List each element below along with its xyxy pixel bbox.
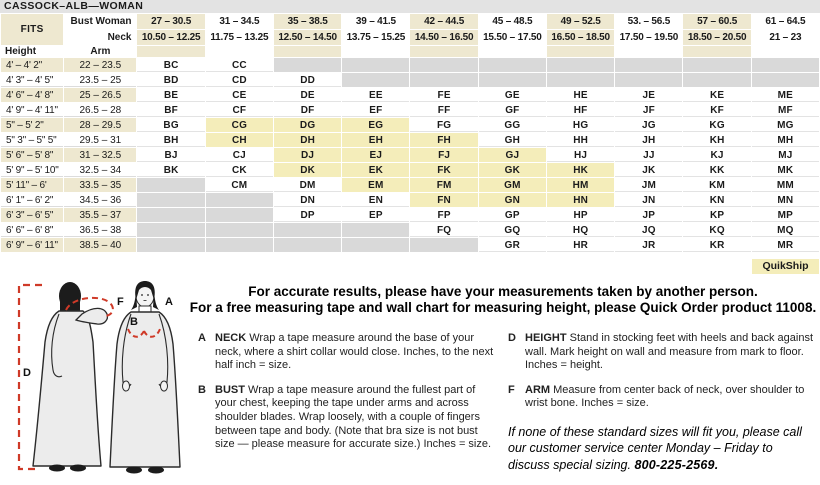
size-cell-unavailable	[137, 208, 204, 222]
size-cell-unavailable	[479, 58, 546, 72]
neck-range-col-8: 17.50 – 19.50	[615, 30, 682, 45]
size-cell-JM: JM	[615, 178, 682, 192]
height-range-cell: 5' 11" – 6'	[1, 178, 63, 192]
intro-note	[188, 284, 818, 316]
size-cell-MJ: MJ	[752, 148, 819, 162]
size-cell-unavailable	[137, 238, 204, 252]
size-row	[1, 178, 819, 192]
bust-range-col-9: 57 – 60.5	[683, 14, 750, 29]
size-cell-unavailable	[342, 58, 409, 72]
size-cell-unavailable	[683, 73, 750, 87]
size-cell-HQ: HQ	[547, 223, 614, 237]
bust-range-col-7: 49 – 52.5	[547, 14, 614, 29]
size-cell-CK: CK	[206, 163, 273, 177]
measure-instructions-left-column	[198, 332, 498, 463]
size-cell-unavailable	[342, 238, 409, 252]
size-cell-FK: FK	[410, 163, 477, 177]
arm-range-cell: 25 – 26.5	[64, 88, 136, 102]
size-cell-JK: JK	[615, 163, 682, 177]
size-cell-unavailable	[547, 58, 614, 72]
size-cell-DG: DG	[274, 118, 341, 132]
size-cell-EN: EN	[342, 193, 409, 207]
bust-range-col-4: 39 – 41.5	[342, 14, 409, 29]
size-cell-EP: EP	[342, 208, 409, 222]
size-cell-HF: HF	[547, 103, 614, 117]
figure-label-b: B	[130, 316, 138, 328]
size-cell-unavailable	[615, 58, 682, 72]
size-cell-unavailable	[206, 238, 273, 252]
size-cell-KQ: KQ	[683, 223, 750, 237]
arm-range-cell: 35.5 – 37	[64, 208, 136, 222]
size-cell-JQ: JQ	[615, 223, 682, 237]
size-cell-FN: FN	[410, 193, 477, 207]
size-cell-DP: DP	[274, 208, 341, 222]
height-range-cell: 6' 1" – 6' 2"	[1, 193, 63, 207]
size-cell-HG: HG	[547, 118, 614, 132]
header-row-bust	[1, 14, 819, 29]
size-cell-GE: GE	[479, 88, 546, 102]
size-cell-EG: EG	[342, 118, 409, 132]
bust-range-col-2: 31 – 34.5	[206, 14, 273, 29]
size-row	[1, 238, 819, 252]
size-cell-MR: MR	[752, 238, 819, 252]
size-row	[1, 118, 819, 132]
size-cell-EH: EH	[342, 133, 409, 147]
size-cell-FG: FG	[410, 118, 477, 132]
size-row	[1, 103, 819, 117]
size-cell-KG: KG	[683, 118, 750, 132]
size-cell-GQ: GQ	[479, 223, 546, 237]
size-cell-unavailable	[547, 73, 614, 87]
header-spacer-cell	[342, 46, 409, 57]
size-cell-CD: CD	[206, 73, 273, 87]
header-spacer-cell	[683, 46, 750, 57]
neck-range-col-6: 15.50 – 17.50	[479, 30, 546, 45]
figure-label-f: F	[117, 296, 124, 308]
height-range-cell: 5" 3" – 5" 5"	[1, 133, 63, 147]
arm-range-cell: 28 – 29.5	[64, 118, 136, 132]
neck-range-col-3: 12.50 – 14.50	[274, 30, 341, 45]
size-cell-HN: HN	[547, 193, 614, 207]
arm-range-cell: 29.5 – 31	[64, 133, 136, 147]
height-label: Height	[1, 46, 63, 57]
size-cell-BC: BC	[137, 58, 204, 72]
measure-text-bust: BUST Wrap a tape measure around the fullest part of your chest, keeping the tape under arms and across shoulder blades. Wrap loosely, with a couple of fingers between tape and body. (Note that bra size is not bust size — please measure for accurate size.) Inches = size.	[215, 383, 492, 451]
size-cell-CF: CF	[206, 103, 273, 117]
size-chart-table	[0, 13, 820, 253]
size-cell-HR: HR	[547, 238, 614, 252]
size-cell-DE: DE	[274, 88, 341, 102]
size-cell-HK: HK	[547, 163, 614, 177]
size-cell-MK: MK	[752, 163, 819, 177]
size-cell-JN: JN	[615, 193, 682, 207]
size-row	[1, 193, 819, 207]
size-cell-JH: JH	[615, 133, 682, 147]
size-row	[1, 88, 819, 102]
header-spacer-cell	[752, 46, 819, 57]
size-cell-KP: KP	[683, 208, 750, 222]
size-cell-HE: HE	[547, 88, 614, 102]
size-cell-DM: DM	[274, 178, 341, 192]
size-row	[1, 133, 819, 147]
height-range-cell: 6' 6" – 6' 8"	[1, 223, 63, 237]
size-cell-MM: MM	[752, 178, 819, 192]
size-cell-MG: MG	[752, 118, 819, 132]
intro-line-1: For accurate results, please have your measurements taken by another person.	[248, 284, 758, 299]
arm-range-cell: 33.5 – 35	[64, 178, 136, 192]
header-spacer-cell	[206, 46, 273, 57]
size-cell-MQ: MQ	[752, 223, 819, 237]
size-row	[1, 163, 819, 177]
measurement-item-bust	[198, 384, 498, 452]
arm-range-cell: 22 – 23.5	[64, 58, 136, 72]
size-cell-unavailable	[752, 58, 819, 72]
special-sizing-text: If none of these standard sizes will fit you, please call our customer service center Monday – Friday to discuss special sizing.	[508, 424, 802, 472]
size-cell-unavailable	[137, 223, 204, 237]
phone-number: 800-225-2569.	[634, 457, 719, 472]
size-cell-EK: EK	[342, 163, 409, 177]
size-cell-EJ: EJ	[342, 148, 409, 162]
size-cell-GK: GK	[479, 163, 546, 177]
size-cell-unavailable	[274, 223, 341, 237]
size-cell-FJ: FJ	[410, 148, 477, 162]
size-cell-JP: JP	[615, 208, 682, 222]
neck-label: Neck	[64, 30, 136, 45]
size-cell-unavailable	[410, 238, 477, 252]
height-range-cell: 5" – 5' 2"	[1, 118, 63, 132]
measure-letter-d: D	[508, 332, 516, 344]
size-cell-DN: DN	[274, 193, 341, 207]
measurement-item-arm	[508, 384, 814, 411]
size-cell-FQ: FQ	[410, 223, 477, 237]
size-cell-GP: GP	[479, 208, 546, 222]
size-cell-GJ: GJ	[479, 148, 546, 162]
height-range-cell: 6' 3" – 6' 5"	[1, 208, 63, 222]
size-cell-BG: BG	[137, 118, 204, 132]
size-cell-JG: JG	[615, 118, 682, 132]
size-cell-MP: MP	[752, 208, 819, 222]
size-row	[1, 73, 819, 87]
measure-text-neck: NECK Wrap a tape measure around the base of your neck, where a shirt collar would close. Inches, to the next half inch = size.	[215, 332, 494, 372]
front-view-figure	[110, 281, 180, 474]
neck-range-col-7: 16.50 – 18.50	[547, 30, 614, 45]
size-cell-unavailable	[342, 223, 409, 237]
size-cell-FM: FM	[410, 178, 477, 192]
size-cell-CC: CC	[206, 58, 273, 72]
size-cell-EM: EM	[342, 178, 409, 192]
size-cell-unavailable	[274, 58, 341, 72]
size-cell-DK: DK	[274, 163, 341, 177]
measurement-item-neck	[198, 332, 498, 373]
size-cell-JE: JE	[615, 88, 682, 102]
size-cell-unavailable	[206, 223, 273, 237]
size-cell-unavailable	[206, 193, 273, 207]
size-cell-FF: FF	[410, 103, 477, 117]
size-cell-unavailable	[410, 58, 477, 72]
size-cell-KH: KH	[683, 133, 750, 147]
size-cell-unavailable	[342, 73, 409, 87]
special-sizing-note	[508, 424, 814, 474]
size-row	[1, 148, 819, 162]
height-range-cell: 6' 9" – 6' 11"	[1, 238, 63, 252]
size-cell-BK: BK	[137, 163, 204, 177]
arm-range-cell: 31 – 32.5	[64, 148, 136, 162]
neck-range-col-4: 13.75 – 15.25	[342, 30, 409, 45]
quikship-badge: QuikShip	[752, 259, 819, 274]
size-cell-KJ: KJ	[683, 148, 750, 162]
neck-range-col-2: 11.75 – 13.25	[206, 30, 273, 45]
figures-svg	[2, 280, 194, 480]
arm-label: Arm	[64, 46, 136, 57]
height-range-cell: 4' – 4' 2"	[1, 58, 63, 72]
size-cell-ME: ME	[752, 88, 819, 102]
arm-range-cell: 38.5 – 40	[64, 238, 136, 252]
size-cell-CE: CE	[206, 88, 273, 102]
size-cell-unavailable	[137, 193, 204, 207]
size-cell-unavailable	[137, 178, 204, 192]
figure-label-a: A	[165, 296, 173, 308]
size-cell-HP: HP	[547, 208, 614, 222]
size-cell-BD: BD	[137, 73, 204, 87]
size-cell-CG: CG	[206, 118, 273, 132]
height-range-cell: 4' 3" – 4' 5"	[1, 73, 63, 87]
size-cell-DF: DF	[274, 103, 341, 117]
neck-range-col-1: 10.50 – 12.25	[137, 30, 204, 45]
size-cell-KN: KN	[683, 193, 750, 207]
size-row	[1, 208, 819, 222]
measure-text-height: HEIGHT Stand in stocking feet with heels and back against wall. Mark height on wall and measure from mark to floor. Inches = height.	[525, 332, 813, 372]
bust-range-col-8: 53. – 56.5	[615, 14, 682, 29]
size-cell-FP: FP	[410, 208, 477, 222]
bust-range-col-5: 42 – 44.5	[410, 14, 477, 29]
header-row-neck	[1, 30, 819, 45]
chart-title: CASSOCK–ALB—WOMAN	[0, 0, 820, 13]
size-cell-GH: GH	[479, 133, 546, 147]
size-cell-BE: BE	[137, 88, 204, 102]
header-spacer-cell	[274, 46, 341, 57]
size-cell-DJ: DJ	[274, 148, 341, 162]
size-cell-GM: GM	[479, 178, 546, 192]
size-cell-JJ: JJ	[615, 148, 682, 162]
header-spacer-cell	[615, 46, 682, 57]
height-range-cell: 5' 9" – 5' 10"	[1, 163, 63, 177]
measurement-item-height	[508, 332, 814, 373]
header-row-height-arm	[1, 46, 819, 57]
size-cell-CH: CH	[206, 133, 273, 147]
height-range-cell: 4' 6" – 4' 8"	[1, 88, 63, 102]
size-cell-GR: GR	[479, 238, 546, 252]
header-spacer-cell	[479, 46, 546, 57]
measure-text-arm: ARM Measure from center back of neck, over shoulder to wrist bone. Inches = size.	[525, 383, 805, 410]
size-cell-unavailable	[615, 73, 682, 87]
size-cell-KK: KK	[683, 163, 750, 177]
size-row	[1, 58, 819, 72]
bust-range-col-3: 35 – 38.5	[274, 14, 341, 29]
size-cell-GF: GF	[479, 103, 546, 117]
height-range-cell: 4' 9" – 4' 11"	[1, 103, 63, 117]
bust-range-col-6: 45 – 48.5	[479, 14, 546, 29]
arm-range-cell: 26.5 – 28	[64, 103, 136, 117]
size-cell-BJ: BJ	[137, 148, 204, 162]
intro-line-2: For a free measuring tape and wall chart for measuring height, please Quick Order product 11008.	[189, 300, 817, 315]
size-cell-BF: BF	[137, 103, 204, 117]
size-cell-EE: EE	[342, 88, 409, 102]
size-cell-CJ: CJ	[206, 148, 273, 162]
size-cell-MN: MN	[752, 193, 819, 207]
size-cell-KE: KE	[683, 88, 750, 102]
measure-letter-f: F	[508, 383, 515, 396]
back-view-figure	[33, 282, 113, 472]
size-cell-CM: CM	[206, 178, 273, 192]
measure-instructions-right-column	[508, 332, 814, 473]
size-cell-HJ: HJ	[547, 148, 614, 162]
size-cell-FE: FE	[410, 88, 477, 102]
size-cell-JF: JF	[615, 103, 682, 117]
bust-range-col-10: 61 – 64.5	[752, 14, 819, 29]
height-range-cell: 5' 6" – 5' 8"	[1, 148, 63, 162]
neck-range-col-10: 21 – 23	[752, 30, 819, 45]
neck-range-col-9: 18.50 – 20.50	[683, 30, 750, 45]
header-spacer-cell	[547, 46, 614, 57]
neck-range-col-5: 14.50 – 16.50	[410, 30, 477, 45]
size-cell-HH: HH	[547, 133, 614, 147]
size-cell-EF: EF	[342, 103, 409, 117]
arm-range-cell: 23.5 – 25	[64, 73, 136, 87]
size-cell-unavailable	[683, 58, 750, 72]
size-cell-HM: HM	[547, 178, 614, 192]
size-cell-KF: KF	[683, 103, 750, 117]
arm-range-cell: 32.5 – 34	[64, 163, 136, 177]
size-cell-KR: KR	[683, 238, 750, 252]
bust-woman-label: Bust Woman	[64, 14, 136, 29]
size-cell-unavailable	[752, 73, 819, 87]
size-cell-unavailable	[410, 73, 477, 87]
arm-range-cell: 34.5 – 36	[64, 193, 136, 207]
arm-range-cell: 36.5 – 38	[64, 223, 136, 237]
header-spacer-cell	[137, 46, 204, 57]
size-cell-GG: GG	[479, 118, 546, 132]
size-cell-unavailable	[479, 73, 546, 87]
size-cell-MF: MF	[752, 103, 819, 117]
size-cell-unavailable	[206, 208, 273, 222]
header-spacer-cell	[410, 46, 477, 57]
measure-letter-b: B	[198, 383, 206, 396]
size-cell-BH: BH	[137, 133, 204, 147]
bust-range-col-1: 27 – 30.5	[137, 14, 204, 29]
size-cell-DH: DH	[274, 133, 341, 147]
measurement-figures-illustration	[2, 280, 194, 480]
size-row	[1, 223, 819, 237]
size-cell-DD: DD	[274, 73, 341, 87]
fits-label: FITS	[1, 14, 63, 45]
size-cell-KM: KM	[683, 178, 750, 192]
size-cell-unavailable	[274, 238, 341, 252]
size-cell-MH: MH	[752, 133, 819, 147]
size-cell-FH: FH	[410, 133, 477, 147]
size-cell-GN: GN	[479, 193, 546, 207]
size-cell-JR: JR	[615, 238, 682, 252]
measure-letter-a: A	[198, 332, 206, 344]
figure-label-d: D	[23, 367, 31, 379]
